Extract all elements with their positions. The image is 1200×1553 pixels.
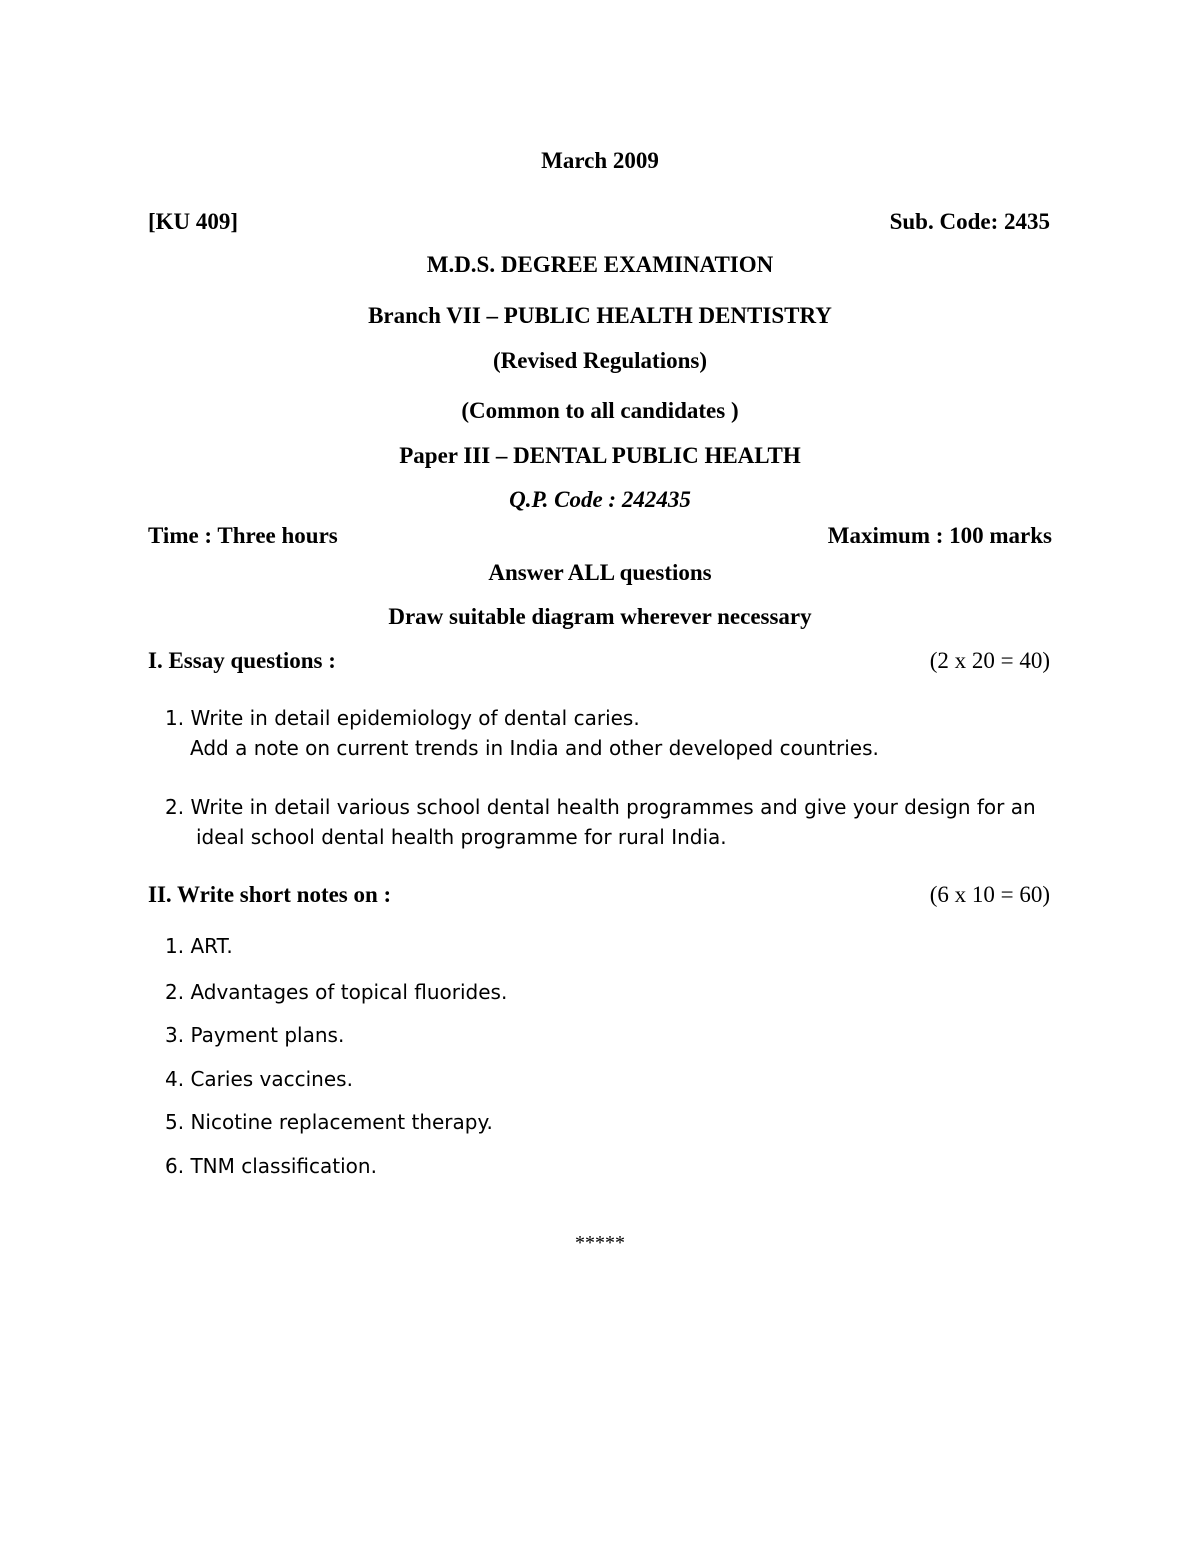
essay-question-1-line-2: Add a note on current trends in India and other developed countries. (190, 736, 879, 760)
essay-question-2-line-1: 2. Write in detail various school dental health programmes and give your design for an (165, 795, 1036, 819)
section-2-marks: (6 x 10 = 60) (929, 882, 1050, 907)
section-1-title: I. Essay questions : (148, 648, 336, 673)
section-1-marks: (2 x 20 = 40) (929, 648, 1050, 673)
essay-question-1-line-1: 1. Write in detail epidemiology of dental caries. (165, 706, 640, 730)
maximum-marks: Maximum : 100 marks (827, 523, 1052, 548)
qp-code: Q.P. Code : 242435 (509, 487, 691, 512)
short-note-item: 2. Advantages of topical fluorides. (165, 980, 508, 1004)
subject-code: Sub. Code: 2435 (889, 209, 1050, 234)
branch-title: Branch VII – PUBLIC HEALTH DENTISTRY (368, 303, 832, 328)
section-2-title: II. Write short notes on : (148, 882, 392, 907)
paper-title: Paper III – DENTAL PUBLIC HEALTH (399, 443, 801, 468)
exam-time: Time : Three hours (148, 523, 338, 548)
short-note-item: 4. Caries vaccines. (165, 1067, 353, 1091)
end-mark: ***** (575, 1232, 625, 1254)
essay-question-2-line-2: ideal school dental health programme for rural India. (196, 825, 727, 849)
instruction-answer-all: Answer ALL questions (488, 560, 712, 585)
short-note-item: 1. ART. (165, 934, 233, 958)
common-note: (Common to all candidates ) (461, 398, 739, 423)
exam-title: M.D.S. DEGREE EXAMINATION (426, 252, 774, 277)
short-note-item: 3. Payment plans. (165, 1023, 345, 1047)
short-note-item: 5. Nicotine replacement therapy. (165, 1110, 493, 1134)
instruction-diagram: Draw suitable diagram wherever necessary (388, 604, 812, 629)
exam-date: March 2009 (541, 148, 659, 173)
paper-reference: [KU 409] (148, 209, 239, 234)
regulations-note: (Revised Regulations) (492, 348, 708, 373)
short-note-item: 6. TNM classification. (165, 1154, 377, 1178)
